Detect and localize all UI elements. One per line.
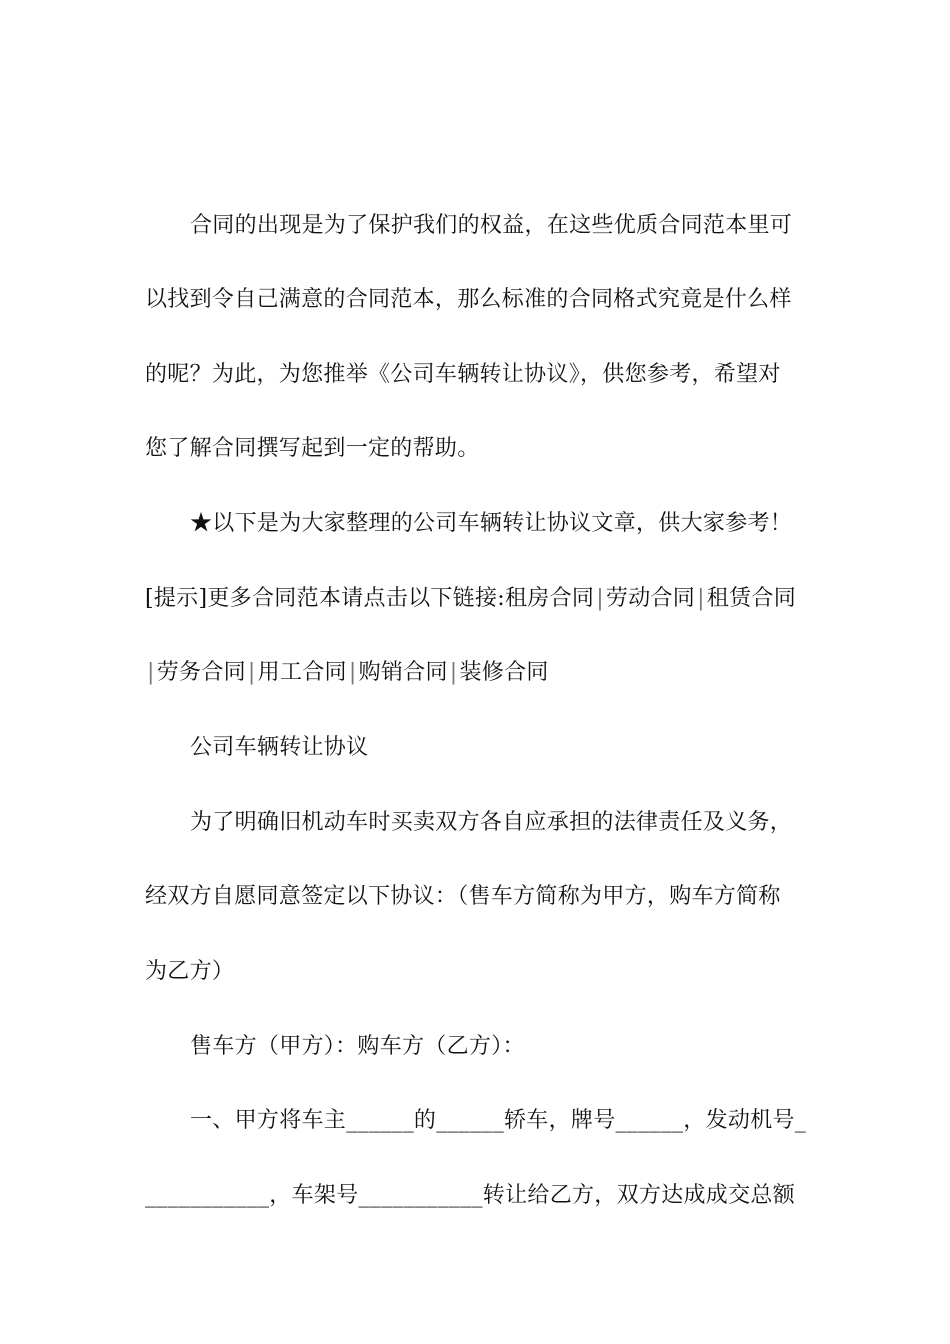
- intro-line-4: 您了解合同撰写起到一定的帮助。: [145, 436, 480, 461]
- link-separator: |: [147, 660, 155, 685]
- link-labor-contract[interactable]: 劳动合同: [605, 586, 696, 611]
- tip-prefix: [提示]更多合同范本请点击以下链接:: [145, 586, 505, 611]
- link-decoration-contract[interactable]: 装修合同: [459, 660, 549, 685]
- document-title: 公司车辆转让协议: [190, 735, 369, 760]
- link-separator: |: [449, 660, 458, 685]
- purpose-line-3: 为乙方）: [145, 959, 235, 984]
- tip-line: [145, 584, 815, 614]
- link-purchase-contract[interactable]: 购销合同: [358, 660, 448, 685]
- link-separator: |: [697, 586, 705, 611]
- purpose-line-1: 为了明确旧机动车时买卖双方各自应承担的法律责任及义务，: [190, 810, 793, 835]
- link-rent-house[interactable]: 租房合同: [504, 586, 595, 611]
- clause-1-line-1: 一、甲方将车主______的______轿车，牌号______，发动机号_: [190, 1108, 807, 1133]
- parties-line: 售车方（甲方）：购车方（乙方）：: [190, 1034, 525, 1059]
- link-service-contract[interactable]: 劳务合同: [156, 660, 246, 685]
- link-lease-contract[interactable]: 租赁合同: [706, 586, 797, 611]
- link-employment-contract[interactable]: 用工合同: [257, 660, 347, 685]
- star-note: ★以下是为大家整理的公司车辆转让协议文章，供大家参考！: [190, 511, 793, 536]
- clause-1-line-2: ___________，车架号___________转让给乙方，双方达成成交总额: [145, 1183, 796, 1208]
- link-separator: |: [348, 660, 357, 685]
- intro-line-1: 合同的出现是为了保护我们的权益，在这些优质合同范本里可: [190, 213, 793, 238]
- intro-line-2: 以找到令自己满意的合同范本，那么标准的合同格式究竟是什么样: [145, 287, 792, 312]
- purpose-line-2: 经双方自愿同意签定以下协议：（售车方简称为甲方，购车方简称: [145, 884, 781, 909]
- tip-line-continued: [145, 658, 815, 688]
- intro-line-3: 的呢？为此，为您推举《公司车辆转让协议》，供您参考，希望对: [145, 362, 781, 387]
- link-separator: |: [596, 586, 604, 611]
- link-separator: |: [247, 660, 256, 685]
